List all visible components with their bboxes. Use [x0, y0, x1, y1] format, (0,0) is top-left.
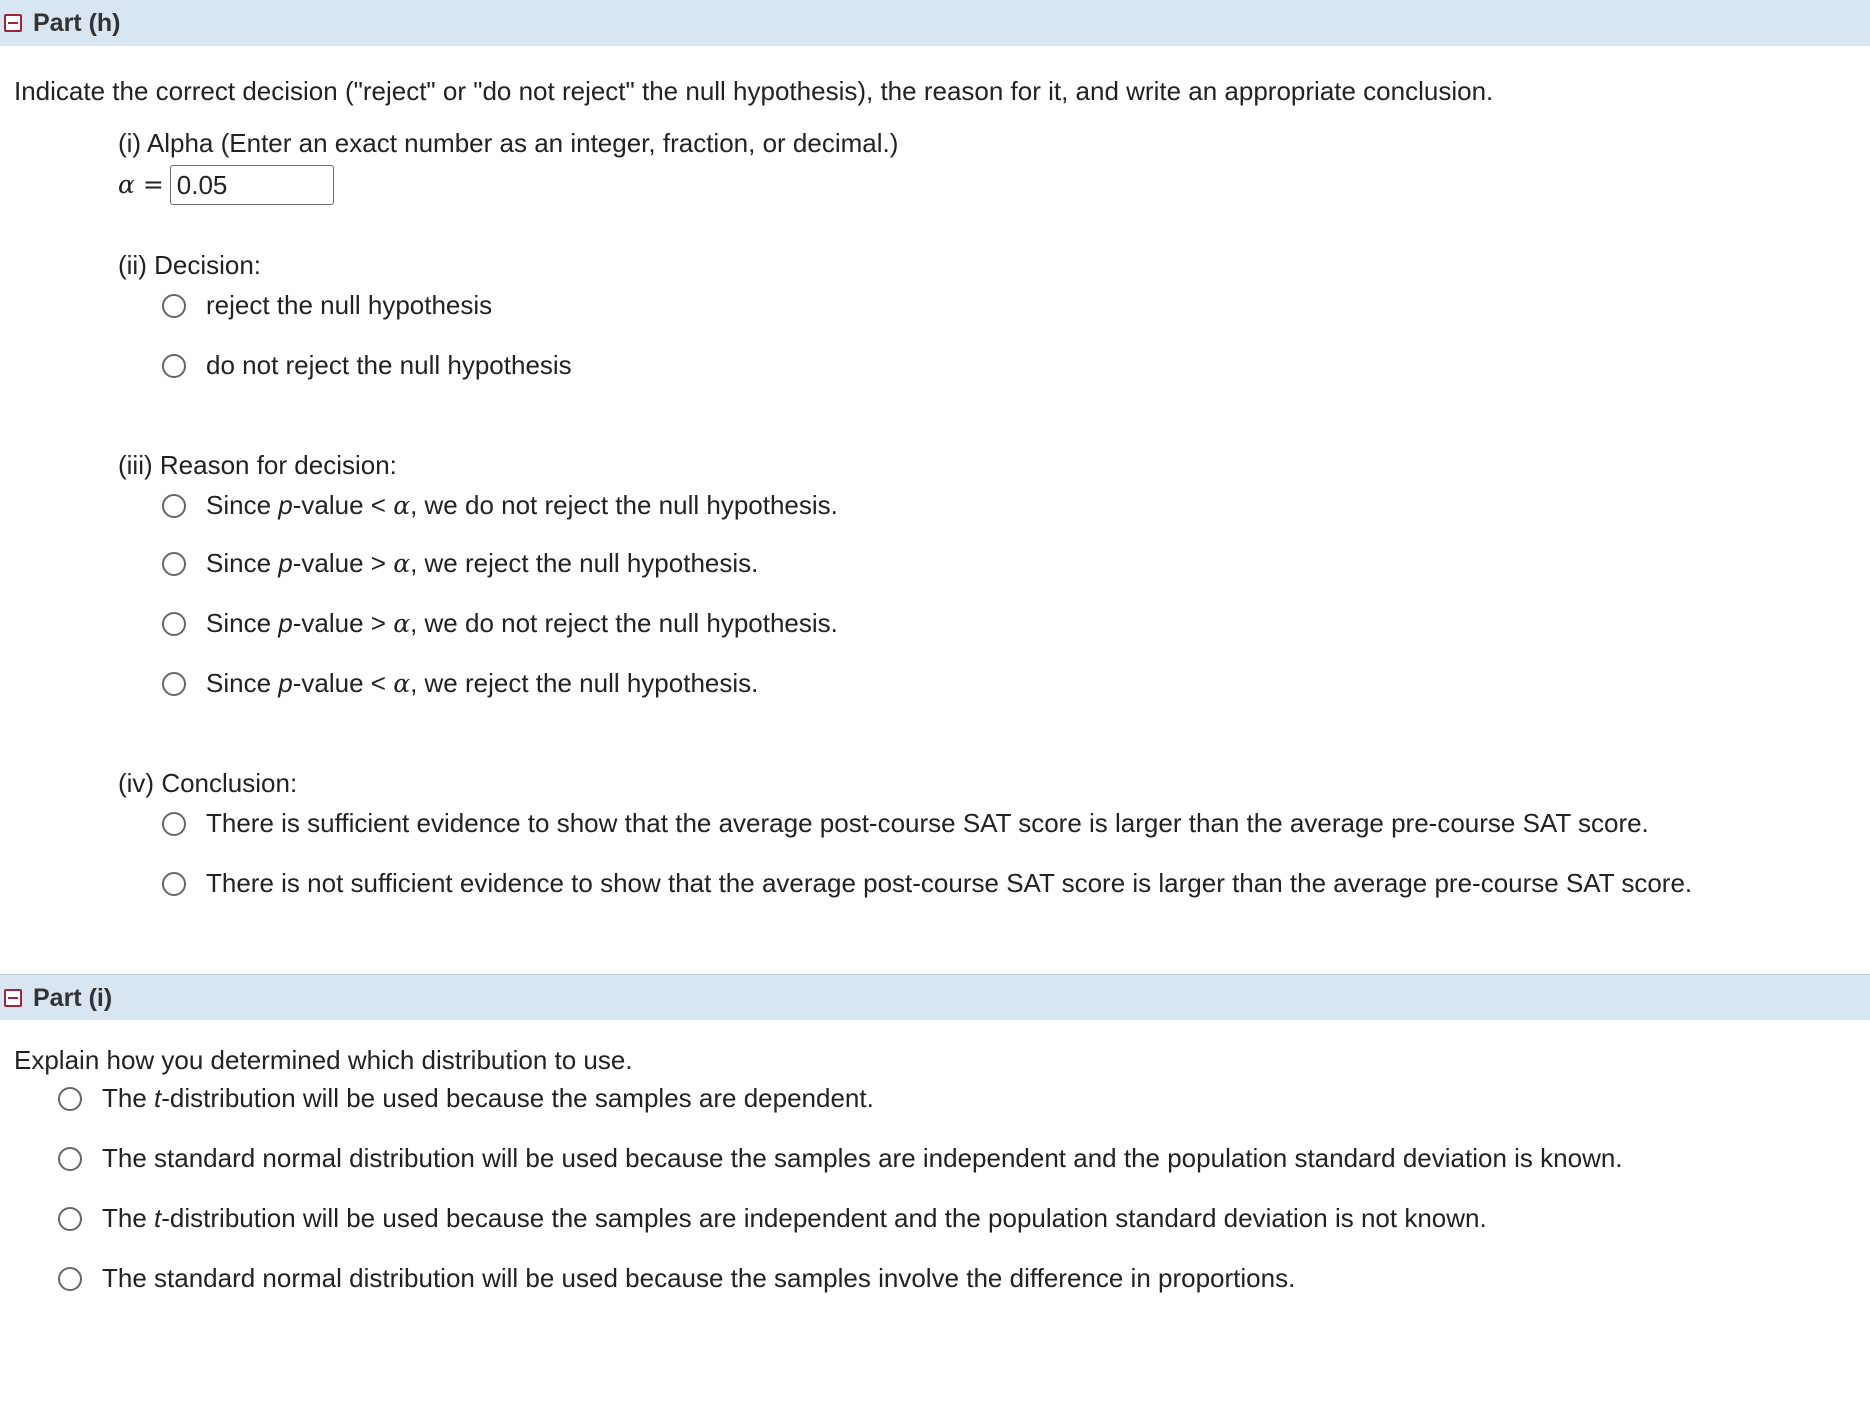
- alpha-input[interactable]: [170, 165, 334, 205]
- reason-option-4[interactable]: [162, 668, 758, 699]
- radio-button[interactable]: [58, 1087, 82, 1111]
- radio-button[interactable]: [58, 1267, 82, 1291]
- option-label: Since p-value > α, we do not reject the null hypothesis.: [206, 608, 838, 638]
- distribution-option-4[interactable]: [58, 1263, 1295, 1294]
- decision-option-do-not-reject[interactable]: [162, 350, 572, 381]
- part-h-section: [0, 46, 1870, 974]
- part-h-title: Part (h): [33, 9, 121, 37]
- distribution-option-2[interactable]: [58, 1143, 1623, 1174]
- option-label: Since p-value < α, we do not reject the null hypothesis.: [206, 490, 838, 520]
- option-label: The standard normal distribution will be used because the samples are independent and the population standard deviation is known.: [102, 1143, 1623, 1173]
- conclusion-option-not-sufficient[interactable]: [162, 868, 1692, 899]
- radio-button[interactable]: [162, 294, 186, 318]
- distribution-option-3[interactable]: [58, 1203, 1487, 1234]
- alpha-symbol: α =: [118, 170, 164, 199]
- reason-option-1[interactable]: [162, 490, 838, 521]
- part-i-title: Part (i): [33, 983, 113, 1012]
- conclusion-option-sufficient[interactable]: [162, 808, 1649, 839]
- radio-button[interactable]: [162, 872, 186, 896]
- radio-button[interactable]: [162, 552, 186, 576]
- option-label: do not reject the null hypothesis: [206, 350, 572, 380]
- option-label: The standard normal distribution will be used because the samples involve the difference in proportions.: [102, 1263, 1296, 1293]
- option-label: reject the null hypothesis: [206, 290, 493, 320]
- radio-button[interactable]: [162, 612, 186, 636]
- collapse-icon[interactable]: [4, 14, 22, 32]
- reason-option-2[interactable]: [162, 548, 758, 579]
- collapse-icon[interactable]: [4, 989, 22, 1007]
- option-label: Since p-value > α, we reject the null hypothesis.: [206, 548, 759, 578]
- radio-button[interactable]: [58, 1207, 82, 1231]
- part-i-header[interactable]: [0, 974, 1870, 1020]
- alpha-label: (i) Alpha (Enter an exact number as an integer, fraction, or decimal.): [118, 128, 899, 158]
- part-h-header[interactable]: [0, 0, 1870, 46]
- reason-option-3[interactable]: [162, 608, 838, 639]
- option-label: The t-distribution will be used because the samples are dependent.: [102, 1083, 874, 1113]
- reason-label: (iii) Reason for decision:: [118, 450, 397, 480]
- option-label: The t-distribution will be used because the samples are independent and the population standard deviation is not known.: [102, 1203, 1487, 1233]
- option-label: There is not sufficient evidence to show that the average post-course SAT score is larger than the average pre-course SAT score.: [206, 868, 1693, 898]
- decision-option-reject[interactable]: [162, 290, 492, 321]
- part-h-prompt: Indicate the correct decision ("reject" or "do not reject" the null hypothesis), the reason for it, and write an appropriate conclusion.: [14, 76, 1494, 106]
- radio-button[interactable]: [162, 812, 186, 836]
- radio-button[interactable]: [162, 354, 186, 378]
- radio-button[interactable]: [162, 494, 186, 518]
- part-i-prompt: Explain how you determined which distribution to use.: [14, 1045, 633, 1075]
- distribution-option-1[interactable]: [58, 1083, 874, 1114]
- radio-button[interactable]: [162, 672, 186, 696]
- radio-button[interactable]: [58, 1147, 82, 1171]
- option-label: Since p-value < α, we reject the null hypothesis.: [206, 668, 759, 698]
- conclusion-label: (iv) Conclusion:: [118, 768, 298, 798]
- alpha-row: [118, 165, 334, 205]
- decision-label: (ii) Decision:: [118, 250, 262, 280]
- option-label: There is sufficient evidence to show that the average post-course SAT score is larger than the average pre-course SAT score.: [206, 808, 1649, 838]
